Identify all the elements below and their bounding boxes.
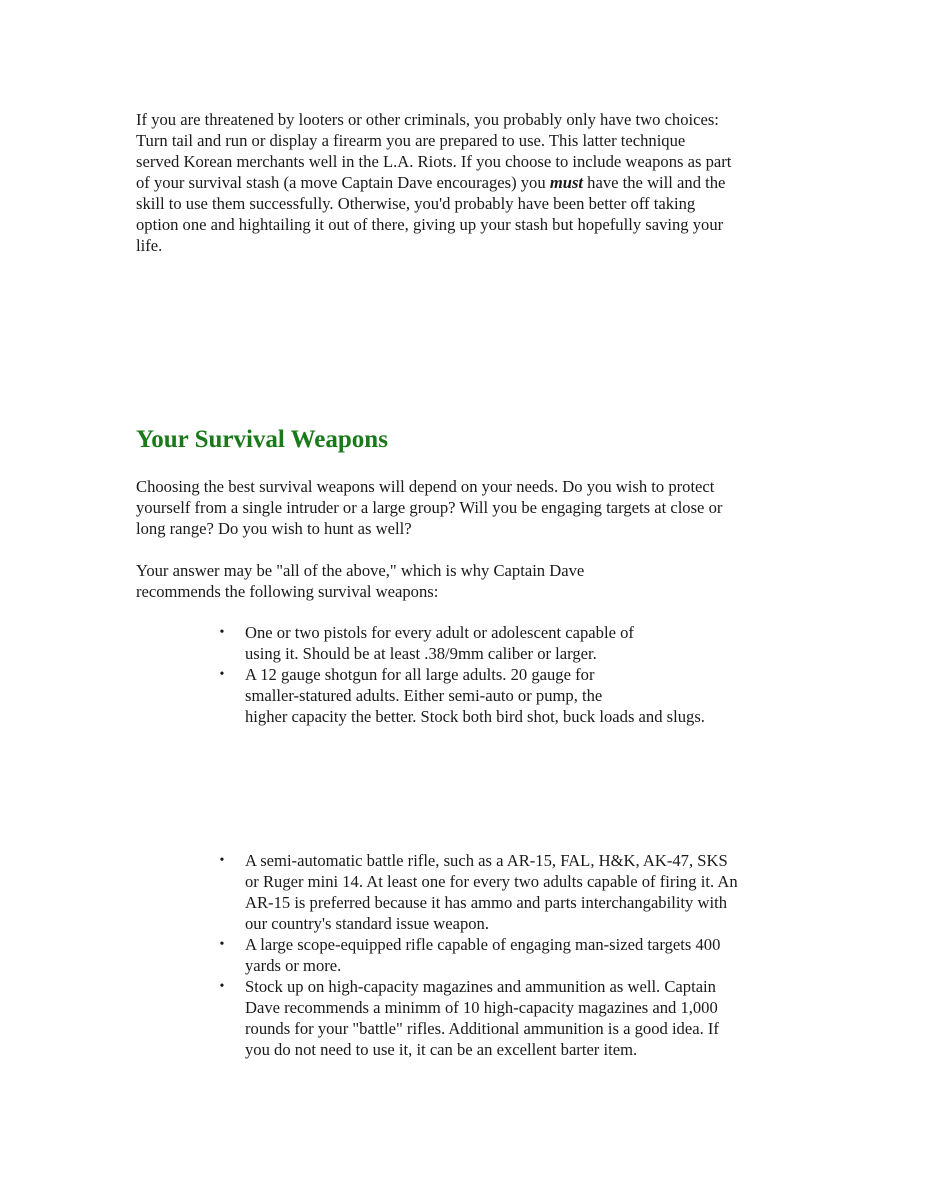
bullet-icon: • (219, 625, 225, 640)
answer-line-2: recommends the following survival weapons: (136, 582, 439, 601)
bullet-icon: • (219, 853, 225, 868)
weapons-list-part-2 (216, 850, 738, 1060)
intro-line-2: Turn tail and run or display a firearm you are prepared to use. This latter technique (136, 131, 686, 150)
must-emphasis: must (549, 173, 584, 192)
bullet-icon: • (219, 937, 225, 952)
intro-line-4-post: have the will and the (583, 173, 726, 192)
list-item: • A large scope-equipped rifle capable of engaging man-sized targets 400 yards or more. (216, 934, 738, 976)
list-item: • A semi-automatic battle rifle, such as a AR-15, FAL, H&K, AK-47, SKS or Ruger mini 14. At least one for every two adults capable of firing it. An AR-15 is preferred because it has ammo and parts interchangability with our country's standard issue weapon. (216, 850, 738, 934)
intro-line-6: option one and hightailing it out of there, giving up your stash but hopefully saving your (136, 215, 724, 234)
intro-paragraph (136, 109, 731, 256)
bullet-icon: • (219, 979, 225, 994)
intro-line-4-pre: of your survival stash (a move Captain Dave encourages) you (136, 173, 550, 192)
intro-line-4 (136, 172, 731, 193)
weapons-list-part-1 (216, 622, 705, 727)
intro-line-1: If you are threatened by looters or other criminals, you probably only have two choices: (136, 110, 719, 129)
intro-line-7: life. (136, 236, 163, 255)
answer-line-1: Your answer may be "all of the above," which is why Captain Dave (136, 561, 585, 580)
needs-line-1: Choosing the best survival weapons will depend on your needs. Do you wish to protect (136, 477, 715, 496)
section-title: Your Survival Weapons (136, 426, 388, 453)
intro-line-5: skill to use them successfully. Otherwise, you'd probably have been better off taking (136, 194, 696, 213)
list-item: • Stock up on high-capacity magazines and ammunition as well. Captain Dave recommends a minimm of 10 high-capacity magazines and 1,000 rounds for your "battle" rifles. Additional ammunition is a good idea. If you do not need to use it, it can be an excellent barter item. (216, 976, 738, 1060)
list-item: • One or two pistols for every adult or adolescent capable of using it. Should be at least .38/9mm caliber or larger. (216, 622, 705, 664)
needs-line-2: yourself from a single intruder or a large group? Will you be engaging targets at close or (136, 498, 723, 517)
intro-line-3: served Korean merchants well in the L.A. Riots. If you choose to include weapons as part (136, 152, 732, 171)
needs-line-3: long range? Do you wish to hunt as well? (136, 519, 412, 538)
list-item: • A 12 gauge shotgun for all large adults. 20 gauge for smaller-statured adults. Either semi-auto or pump, the higher capacity the better. Stock both bird shot, buck loads and slugs. (216, 664, 705, 727)
bullet-icon: • (219, 667, 225, 682)
needs-paragraph (136, 476, 722, 539)
answer-paragraph (136, 560, 584, 602)
